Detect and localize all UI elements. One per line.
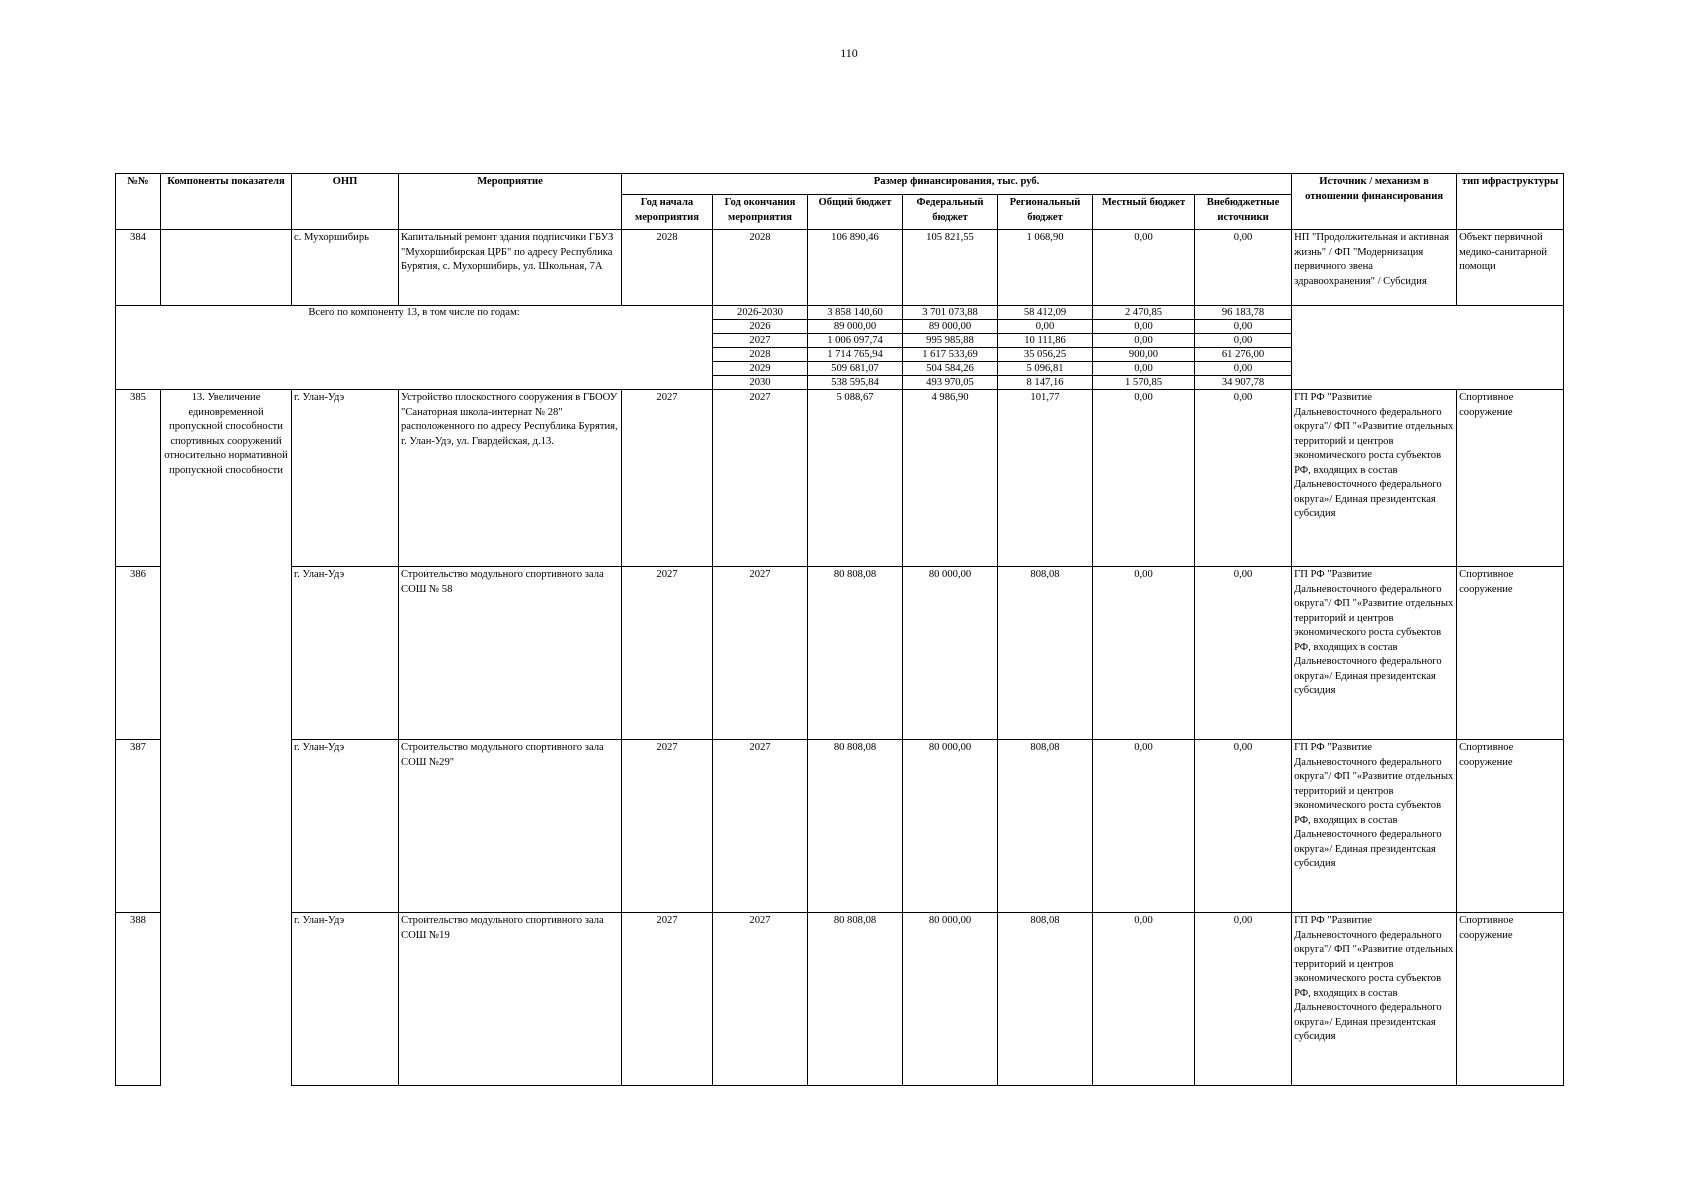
row-extra: 0,00 [1195,390,1292,567]
header-source: Источник / механизм в отношении финансирования [1292,174,1457,230]
row-federal: 80 000,00 [903,913,998,1086]
summary-regional: 8 147,16 [998,376,1093,390]
row-year-start: 2028 [622,230,713,306]
summary-year: 2027 [713,334,808,348]
table-row [116,740,1564,913]
header-financing: Размер финансирования, тыс. руб. [622,174,1292,195]
summary-row [116,306,1564,320]
financing-table [115,173,1564,1086]
summary-year: 2028 [713,348,808,362]
row-total: 80 808,08 [808,913,903,1086]
row-total: 106 890,46 [808,230,903,306]
row-onp: г. Улан-Удэ [292,567,399,740]
summary-extra: 61 276,00 [1195,348,1292,362]
summary-year: 2030 [713,376,808,390]
summary-year: 2026-2030 [713,306,808,320]
row-source: ГП РФ "Развитие Дальневосточного федерального округа"/ ФП "«Развитие отдельных территорий и центров экономического роста субъектов РФ, входящих в состав Дальневосточного федерального округа»/ Единая президентская субсидия [1292,740,1457,913]
row-component [161,740,292,913]
row-source: ГП РФ "Развитие Дальневосточного федерального округа"/ ФП "«Развитие отдельных территорий и центров экономического роста субъектов РФ, входящих в состав Дальневосточного федерального округа»/ Единая президентская субсидия [1292,913,1457,1086]
summary-label: Всего по компоненту 13, в том числе по годам: [116,306,713,390]
row-source: ГП РФ "Развитие Дальневосточного федерального округа"/ ФП "«Развитие отдельных территорий и центров экономического роста субъектов РФ, входящих в состав Дальневосточного федерального округа»/ Единая президентская субсидия [1292,567,1457,740]
header-event: Мероприятие [399,174,622,230]
row-total: 5 088,67 [808,390,903,567]
summary-federal: 995 985,88 [903,334,998,348]
row-infra: Спортивное сооружение [1457,740,1564,913]
summary-regional: 58 412,09 [998,306,1093,320]
summary-total: 538 595,84 [808,376,903,390]
row-component [161,913,292,1086]
row-regional: 808,08 [998,740,1093,913]
summary-local: 2 470,85 [1093,306,1195,320]
summary-extra: 34 907,78 [1195,376,1292,390]
header-local: Местный бюджет [1093,195,1195,230]
header-infra: тип ифраструктуры [1457,174,1564,230]
row-num: 386 [116,567,161,740]
header-extra: Внебюджетные источники [1195,195,1292,230]
summary-empty [1292,306,1564,390]
summary-local: 1 570,85 [1093,376,1195,390]
row-federal: 105 821,55 [903,230,998,306]
row-infra: Спортивное сооружение [1457,567,1564,740]
row-extra: 0,00 [1195,567,1292,740]
summary-federal: 1 617 533,69 [903,348,998,362]
row-component: 13. Увеличение единовременной пропускной способности спортивных сооружений относительно нормативной пропускной способности [161,390,292,567]
row-event: Строительство модульного спортивного зала СОШ №29" [399,740,622,913]
row-source: НП "Продолжительная и активная жизнь" / ФП "Модернизация первичного звена здравоохранения" / Субсидия [1292,230,1457,306]
row-onp: с. Мухоршибирь [292,230,399,306]
row-regional: 101,77 [998,390,1093,567]
row-year-start: 2027 [622,567,713,740]
summary-extra: 96 183,78 [1195,306,1292,320]
row-num: 385 [116,390,161,567]
header-regional: Региональный бюджет [998,195,1093,230]
header-row-1 [116,174,1564,195]
row-local: 0,00 [1093,390,1195,567]
row-onp: г. Улан-Удэ [292,913,399,1086]
summary-extra: 0,00 [1195,334,1292,348]
summary-regional: 10 111,86 [998,334,1093,348]
row-year-end: 2027 [713,913,808,1086]
summary-local: 0,00 [1093,362,1195,376]
row-event: Устройство плоскостного сооружения в ГБООУ "Санаторная школа-интернат № 28" расположенного по адресу Республика Бурятия, г. Улан-Удэ, ул. Гвардейская, д.13. [399,390,622,567]
row-onp: г. Улан-Удэ [292,390,399,567]
summary-federal: 3 701 073,88 [903,306,998,320]
row-local: 0,00 [1093,913,1195,1086]
summary-year: 2026 [713,320,808,334]
row-extra: 0,00 [1195,913,1292,1086]
page-number: 110 [840,46,858,60]
summary-federal: 504 584,26 [903,362,998,376]
row-regional: 1 068,90 [998,230,1093,306]
row-num: 387 [116,740,161,913]
table-row [116,230,1564,306]
header-federal: Федеральный бюджет [903,195,998,230]
row-local: 0,00 [1093,230,1195,306]
header-num: №№ [116,174,161,230]
row-year-end: 2027 [713,740,808,913]
row-component [161,567,292,740]
row-year-start: 2027 [622,390,713,567]
summary-total: 1 006 097,74 [808,334,903,348]
summary-total: 509 681,07 [808,362,903,376]
summary-year: 2029 [713,362,808,376]
row-event: Строительство модульного спортивного зала СОШ №19 [399,913,622,1086]
row-num: 388 [116,913,161,1086]
row-year-end: 2027 [713,390,808,567]
summary-total: 3 858 140,60 [808,306,903,320]
summary-total: 89 000,00 [808,320,903,334]
header-onp: ОНП [292,174,399,230]
row-extra: 0,00 [1195,230,1292,306]
header-year-start: Год начала мероприятия [622,195,713,230]
row-total: 80 808,08 [808,567,903,740]
row-event: Строительство модульного спортивного зала СОШ № 58 [399,567,622,740]
row-num: 384 [116,230,161,306]
summary-total: 1 714 765,94 [808,348,903,362]
summary-local: 0,00 [1093,334,1195,348]
row-federal: 80 000,00 [903,740,998,913]
summary-regional: 35 056,25 [998,348,1093,362]
row-regional: 808,08 [998,913,1093,1086]
row-local: 0,00 [1093,567,1195,740]
row-event: Капитальный ремонт здания подписчики ГБУЗ "Мухоршибирская ЦРБ" по адресу Республика Бурятия, с. Мухоршибирь, ул. Школьная, 7А [399,230,622,306]
table-row [116,567,1564,740]
header-year-end: Год окончания мероприятия [713,195,808,230]
row-component [161,230,292,306]
summary-regional: 0,00 [998,320,1093,334]
table-row [116,913,1564,1086]
summary-federal: 89 000,00 [903,320,998,334]
summary-extra: 0,00 [1195,362,1292,376]
row-local: 0,00 [1093,740,1195,913]
row-total: 80 808,08 [808,740,903,913]
row-onp: г. Улан-Удэ [292,740,399,913]
row-federal: 80 000,00 [903,567,998,740]
row-federal: 4 986,90 [903,390,998,567]
row-regional: 808,08 [998,567,1093,740]
summary-local: 900,00 [1093,348,1195,362]
row-infra: Спортивное сооружение [1457,390,1564,567]
row-year-start: 2027 [622,913,713,1086]
summary-local: 0,00 [1093,320,1195,334]
row-infra: Объект первичной медико-санитарной помощи [1457,230,1564,306]
summary-extra: 0,00 [1195,320,1292,334]
header-component: Компоненты показателя [161,174,292,230]
row-infra: Спортивное сооружение [1457,913,1564,1086]
table-row [116,390,1564,567]
header-total: Общий бюджет [808,195,903,230]
row-extra: 0,00 [1195,740,1292,913]
row-year-end: 2027 [713,567,808,740]
row-source: ГП РФ "Развитие Дальневосточного федерального округа"/ ФП "«Развитие отдельных территорий и центров экономического роста субъектов РФ, входящих в состав Дальневосточного федерального округа»/ Единая президентская субсидия [1292,390,1457,567]
row-year-start: 2027 [622,740,713,913]
summary-federal: 493 970,05 [903,376,998,390]
summary-regional: 5 096,81 [998,362,1093,376]
row-year-end: 2028 [713,230,808,306]
